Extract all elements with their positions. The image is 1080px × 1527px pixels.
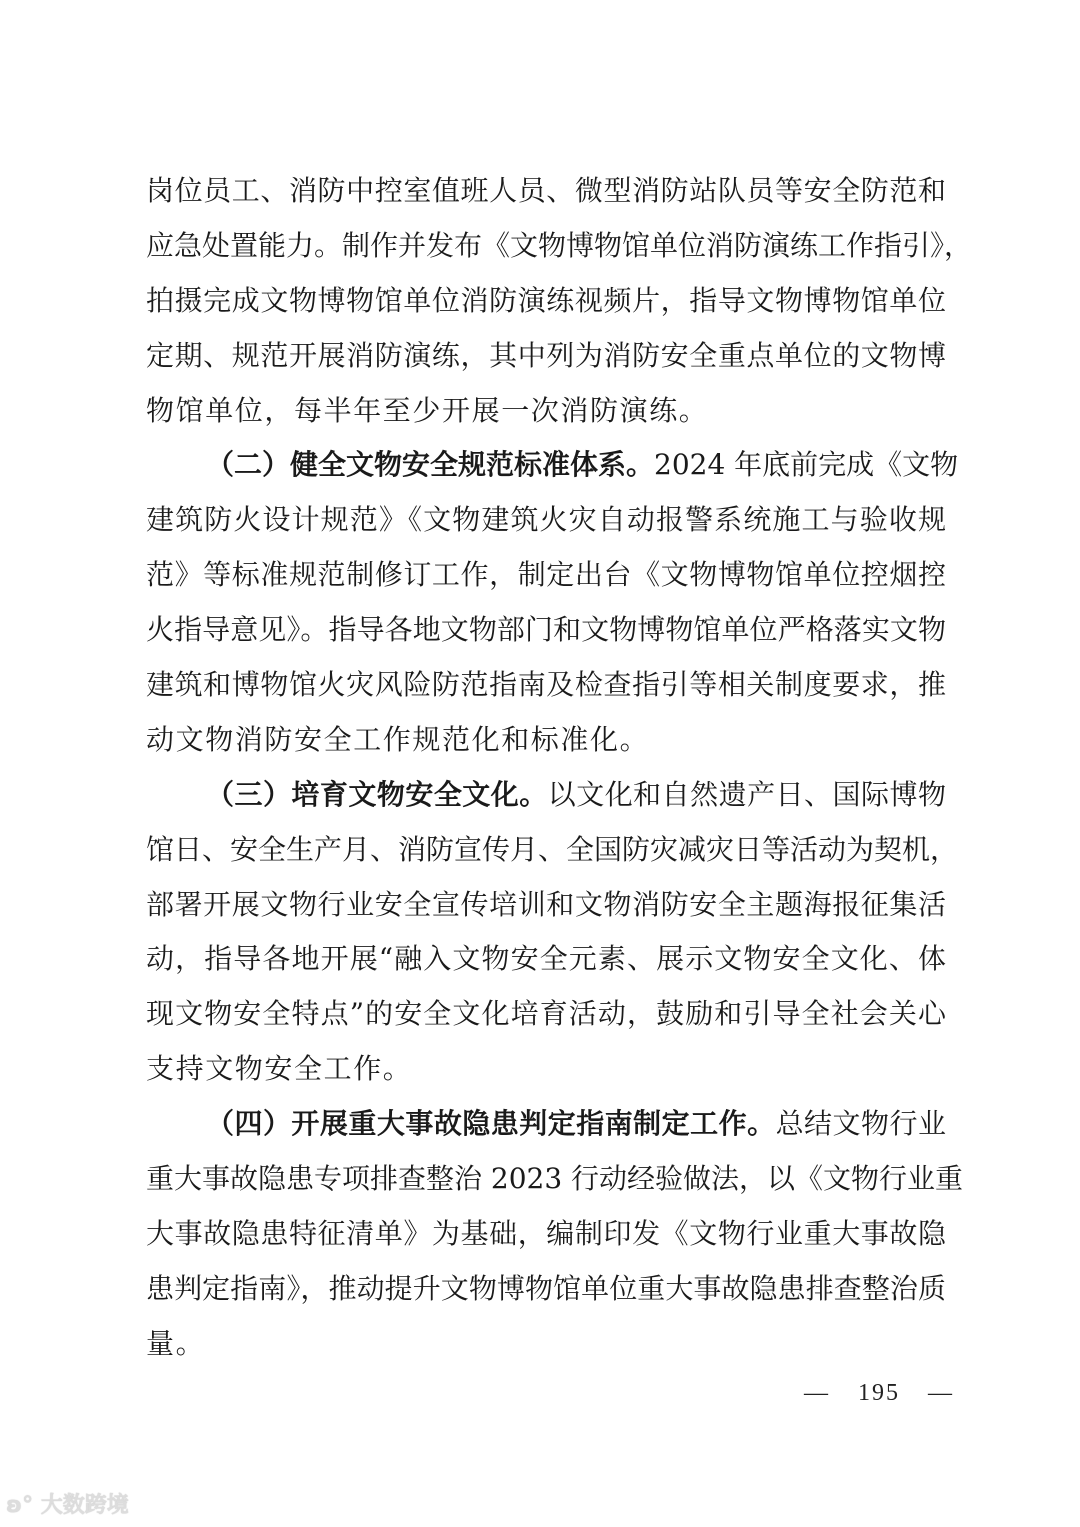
paragraph-4 — [146, 1097, 964, 1371]
text-line: 支持文物安全工作。 — [146, 1052, 413, 1086]
text-line: 重大事故隐患专项排查整治 2023 行动经验做法，以《文物行业重 — [146, 1162, 964, 1196]
text-line: 建筑和博物馆火灾风险防范指南及检查指引等相关制度要求，推 — [146, 668, 946, 702]
text-line — [146, 768, 946, 823]
text-line: 动文物消防安全工作规范化和标准化。 — [146, 722, 650, 756]
text-line: 大事故隐患特征清单》为基础，编制印发《文物行业重大事故隐 — [146, 1216, 946, 1250]
page-dash-right: — — [928, 1380, 954, 1406]
page-number — [790, 1380, 968, 1407]
text-line — [146, 1097, 946, 1152]
text-line — [146, 438, 959, 493]
page-dash-left: — — [804, 1380, 830, 1406]
text-run: 以文化和自然遗产日、国际博物 — [547, 777, 946, 811]
text-line: 物馆单位，每半年至少开展一次消防演练。 — [146, 393, 709, 427]
watermark-text: 大数跨境 — [40, 1493, 129, 1518]
paragraph-1 — [146, 164, 973, 438]
section-heading: （四）开展重大事故隐患判定指南制定工作。 — [206, 1107, 776, 1141]
text-line: 范》等标准规范制修订工作，制定出台《文物博物馆单位控烟控 — [146, 558, 946, 592]
document-body — [146, 164, 973, 1372]
paragraph-3 — [146, 768, 959, 1097]
text-line: 应急处置能力。制作并发布《文物博物馆单位消防演练工作指引》， — [146, 228, 973, 262]
text-line: 馆日、安全生产月、消防宣传月、全国防灾减灾日等活动为契机， — [146, 832, 959, 866]
text-run: 总结文物行业 — [775, 1107, 946, 1141]
text-line: 现文物安全特点”的安全文化培育活动，鼓励和引导全社会关心 — [146, 997, 946, 1031]
section-heading: （三）培育文物安全文化。 — [206, 777, 548, 811]
text-run: 2024 年底前完成《文物 — [654, 448, 959, 482]
section-heading: （二）健全文物安全规范标准体系。 — [206, 448, 655, 482]
page-number-value: 195 — [858, 1380, 900, 1406]
watermark-logo — [6, 1488, 129, 1519]
text-line: 建筑防火设计规范》《文物建筑火灾自动报警系统施工与验收规 — [146, 503, 946, 537]
text-line: 量。 — [146, 1326, 206, 1360]
text-line: 定期、规范开展消防演练，其中列为消防安全重点单位的文物博 — [146, 338, 946, 372]
watermark-icon: ʚ° — [6, 1493, 34, 1518]
text-line: 火指导意见》。指导各地文物部门和文物博物馆单位严格落实文物 — [146, 613, 946, 647]
paragraph-2 — [146, 438, 959, 767]
text-line: 部署开展文物行业安全宣传培训和文物消防安全主题海报征集活 — [146, 887, 946, 921]
text-line: 拍摄完成文物博物馆单位消防演练视频片，指导文物博物馆单位 — [146, 283, 946, 317]
text-line: 动，指导各地开展“融入文物安全元素、展示文物安全文化、体 — [146, 942, 946, 976]
text-line: 岗位员工、消防中控室值班人员、微型消防站队员等安全防范和 — [146, 174, 946, 207]
text-line: 患判定指南》，推动提升文物博物馆单位重大事故隐患排查整治质 — [146, 1271, 946, 1305]
